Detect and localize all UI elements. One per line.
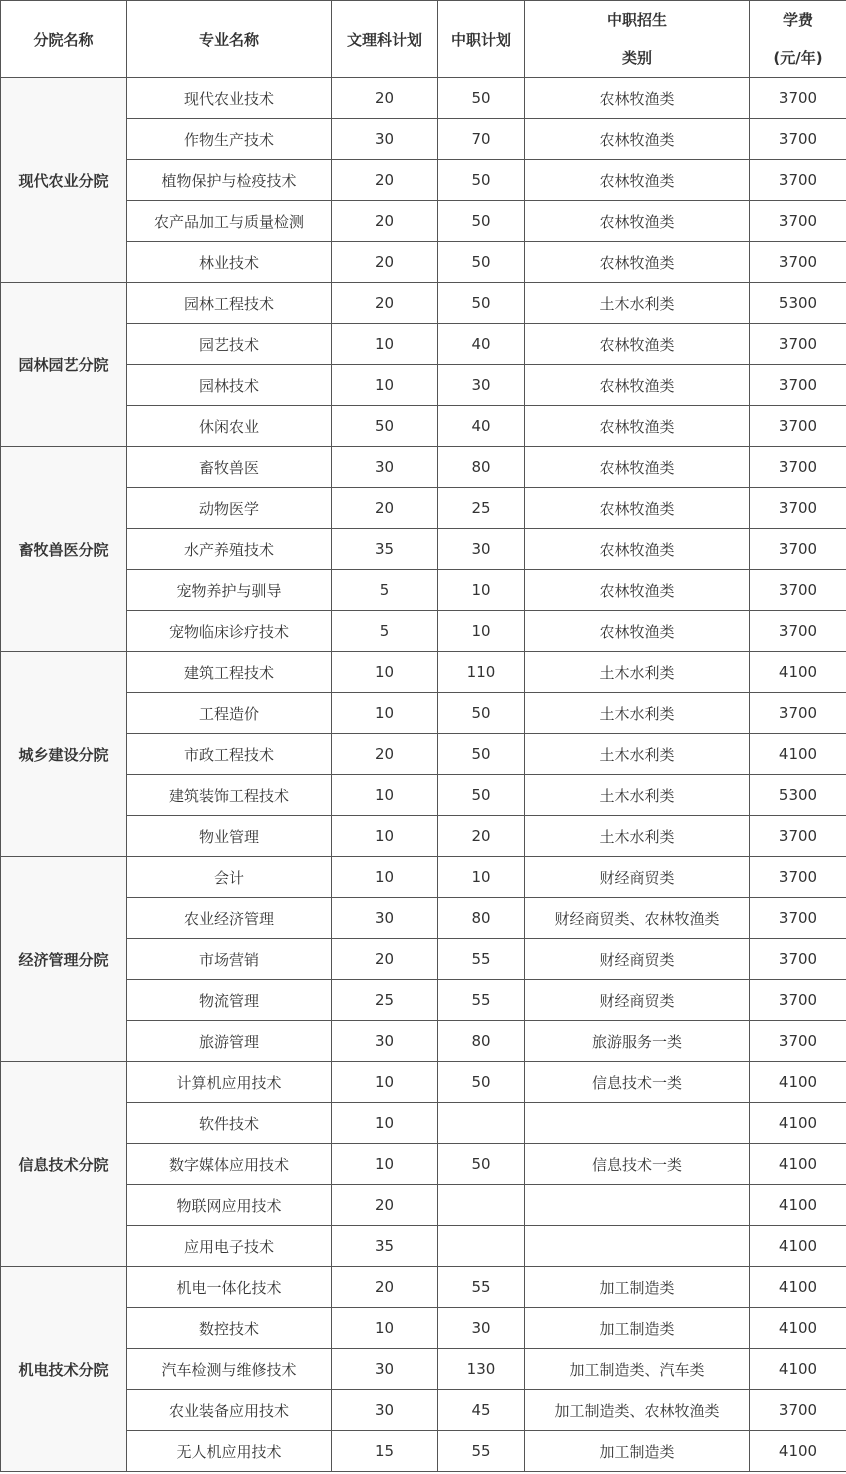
table-row <box>1 652 846 693</box>
major-name-cell: 应用电子技术 <box>127 1226 332 1267</box>
vocational-plan-cell: 50 <box>438 734 525 775</box>
major-name-cell: 水产养殖技术 <box>127 529 332 570</box>
vocational-plan-cell: 55 <box>438 1267 525 1308</box>
major-name-cell: 物业管理 <box>127 816 332 857</box>
table-row <box>1 1021 846 1062</box>
vocational-plan-cell: 50 <box>438 283 525 324</box>
major-name-cell: 农产品加工与质量检测 <box>127 201 332 242</box>
vocational-plan-cell: 80 <box>438 447 525 488</box>
vocational-category-cell: 农林牧渔类 <box>525 406 750 447</box>
vocational-category-cell: 农林牧渔类 <box>525 365 750 406</box>
vocational-plan-cell: 55 <box>438 939 525 980</box>
arts-science-plan-cell: 30 <box>332 447 438 488</box>
vocational-plan-cell: 30 <box>438 365 525 406</box>
major-name-cell: 现代农业技术 <box>127 78 332 119</box>
arts-science-plan-cell: 20 <box>332 939 438 980</box>
major-name-cell: 软件技术 <box>127 1103 332 1144</box>
tuition-fee-cell: 3700 <box>750 693 846 734</box>
tuition-fee-cell: 3700 <box>750 406 846 447</box>
major-name-cell: 汽车检测与维修技术 <box>127 1349 332 1390</box>
tuition-fee-cell: 4100 <box>750 1103 846 1144</box>
vocational-plan-cell: 30 <box>438 1308 525 1349</box>
vocational-category-cell: 财经商贸类 <box>525 980 750 1021</box>
arts-science-plan-cell: 20 <box>332 1185 438 1226</box>
major-name-cell: 作物生产技术 <box>127 119 332 160</box>
arts-science-plan-cell: 30 <box>332 119 438 160</box>
tuition-fee-cell: 3700 <box>750 898 846 939</box>
vocational-plan-cell: 50 <box>438 160 525 201</box>
table-row <box>1 775 846 816</box>
vocational-plan-cell: 10 <box>438 570 525 611</box>
tuition-fee-cell: 3700 <box>750 447 846 488</box>
college-name-cell: 现代农业分院 <box>1 78 127 283</box>
header-fee-line1: 学费 <box>782 11 813 29</box>
vocational-plan-cell: 50 <box>438 201 525 242</box>
major-name-cell: 计算机应用技术 <box>127 1062 332 1103</box>
vocational-category-cell: 土木水利类 <box>525 693 750 734</box>
table-body <box>1 78 846 1472</box>
header-tuition <box>750 1 846 78</box>
arts-science-plan-cell: 15 <box>332 1431 438 1472</box>
vocational-category-cell: 加工制造类 <box>525 1431 750 1472</box>
vocational-category-cell <box>525 1103 750 1144</box>
tuition-fee-cell: 3700 <box>750 78 846 119</box>
table-row <box>1 406 846 447</box>
tuition-fee-cell: 3700 <box>750 160 846 201</box>
college-name-cell: 畜牧兽医分院 <box>1 447 127 652</box>
header-arts-science-plan: 文理科计划 <box>332 1 438 78</box>
major-name-cell: 工程造价 <box>127 693 332 734</box>
table-row <box>1 1431 846 1472</box>
table-row <box>1 1349 846 1390</box>
major-name-cell: 旅游管理 <box>127 1021 332 1062</box>
table-row <box>1 816 846 857</box>
vocational-plan-cell: 50 <box>438 1144 525 1185</box>
vocational-category-cell: 农林牧渔类 <box>525 529 750 570</box>
vocational-category-cell: 农林牧渔类 <box>525 160 750 201</box>
arts-science-plan-cell: 30 <box>332 1021 438 1062</box>
major-name-cell: 物流管理 <box>127 980 332 1021</box>
table-row <box>1 447 846 488</box>
tuition-fee-cell: 3700 <box>750 324 846 365</box>
tuition-fee-cell: 5300 <box>750 283 846 324</box>
arts-science-plan-cell: 10 <box>332 775 438 816</box>
table-row <box>1 1103 846 1144</box>
arts-science-plan-cell: 30 <box>332 1390 438 1431</box>
college-name-cell: 城乡建设分院 <box>1 652 127 857</box>
major-name-cell: 无人机应用技术 <box>127 1431 332 1472</box>
vocational-plan-cell: 80 <box>438 898 525 939</box>
vocational-plan-cell: 10 <box>438 611 525 652</box>
vocational-category-cell: 加工制造类 <box>525 1308 750 1349</box>
table-row <box>1 324 846 365</box>
arts-science-plan-cell: 10 <box>332 1062 438 1103</box>
vocational-category-cell: 财经商贸类 <box>525 857 750 898</box>
table-row <box>1 160 846 201</box>
tuition-fee-cell: 4100 <box>750 1308 846 1349</box>
tuition-fee-cell: 3700 <box>750 857 846 898</box>
vocational-category-cell: 农林牧渔类 <box>525 611 750 652</box>
vocational-category-cell: 土木水利类 <box>525 734 750 775</box>
arts-science-plan-cell: 10 <box>332 816 438 857</box>
tuition-fee-cell: 4100 <box>750 1226 846 1267</box>
vocational-category-cell: 旅游服务一类 <box>525 1021 750 1062</box>
tuition-fee-cell: 4100 <box>750 1185 846 1226</box>
tuition-fee-cell: 3700 <box>750 611 846 652</box>
tuition-fee-cell: 3700 <box>750 1021 846 1062</box>
tuition-fee-cell: 3700 <box>750 365 846 406</box>
tuition-fee-cell: 4100 <box>750 1349 846 1390</box>
vocational-category-cell: 加工制造类 <box>525 1267 750 1308</box>
vocational-plan-cell: 110 <box>438 652 525 693</box>
vocational-category-cell: 信息技术一类 <box>525 1062 750 1103</box>
vocational-category-cell: 农林牧渔类 <box>525 324 750 365</box>
arts-science-plan-cell: 20 <box>332 1267 438 1308</box>
major-name-cell: 市政工程技术 <box>127 734 332 775</box>
arts-science-plan-cell: 20 <box>332 283 438 324</box>
arts-science-plan-cell: 35 <box>332 529 438 570</box>
table-row <box>1 939 846 980</box>
table-row <box>1 1062 846 1103</box>
vocational-plan-cell: 40 <box>438 406 525 447</box>
vocational-category-cell: 农林牧渔类 <box>525 447 750 488</box>
vocational-category-cell: 信息技术一类 <box>525 1144 750 1185</box>
vocational-plan-cell <box>438 1226 525 1267</box>
vocational-category-cell: 农林牧渔类 <box>525 488 750 529</box>
vocational-plan-cell: 50 <box>438 242 525 283</box>
table-row <box>1 693 846 734</box>
arts-science-plan-cell: 35 <box>332 1226 438 1267</box>
table-row <box>1 283 846 324</box>
major-name-cell: 机电一体化技术 <box>127 1267 332 1308</box>
vocational-plan-cell: 30 <box>438 529 525 570</box>
vocational-plan-cell: 55 <box>438 980 525 1021</box>
vocational-plan-cell <box>438 1103 525 1144</box>
vocational-category-cell: 农林牧渔类 <box>525 242 750 283</box>
vocational-plan-cell: 50 <box>438 1062 525 1103</box>
table-row <box>1 734 846 775</box>
arts-science-plan-cell: 20 <box>332 488 438 529</box>
table-row <box>1 529 846 570</box>
arts-science-plan-cell: 20 <box>332 160 438 201</box>
arts-science-plan-cell: 30 <box>332 1349 438 1390</box>
major-name-cell: 宠物临床诊疗技术 <box>127 611 332 652</box>
vocational-category-cell <box>525 1185 750 1226</box>
vocational-category-cell: 农林牧渔类 <box>525 570 750 611</box>
header-category-line1: 中职招生 <box>606 11 667 29</box>
vocational-category-cell <box>525 1226 750 1267</box>
tuition-fee-cell: 3700 <box>750 570 846 611</box>
tuition-fee-cell: 3700 <box>750 816 846 857</box>
major-name-cell: 园林技术 <box>127 365 332 406</box>
table-row <box>1 1185 846 1226</box>
table-row <box>1 242 846 283</box>
tuition-fee-cell: 4100 <box>750 1144 846 1185</box>
table-row <box>1 898 846 939</box>
major-name-cell: 数控技术 <box>127 1308 332 1349</box>
vocational-category-cell: 农林牧渔类 <box>525 78 750 119</box>
arts-science-plan-cell: 20 <box>332 201 438 242</box>
vocational-plan-cell: 50 <box>438 78 525 119</box>
arts-science-plan-cell: 10 <box>332 693 438 734</box>
arts-science-plan-cell: 10 <box>332 1144 438 1185</box>
header-major: 专业名称 <box>127 1 332 78</box>
table-row <box>1 1144 846 1185</box>
arts-science-plan-cell: 5 <box>332 570 438 611</box>
arts-science-plan-cell: 10 <box>332 857 438 898</box>
table-row <box>1 119 846 160</box>
vocational-plan-cell <box>438 1185 525 1226</box>
major-name-cell: 数字媒体应用技术 <box>127 1144 332 1185</box>
major-name-cell: 会计 <box>127 857 332 898</box>
table-row <box>1 980 846 1021</box>
vocational-plan-cell: 130 <box>438 1349 525 1390</box>
vocational-plan-cell: 80 <box>438 1021 525 1062</box>
vocational-plan-cell: 50 <box>438 693 525 734</box>
major-name-cell: 宠物养护与驯导 <box>127 570 332 611</box>
arts-science-plan-cell: 30 <box>332 898 438 939</box>
vocational-category-cell: 土木水利类 <box>525 816 750 857</box>
vocational-category-cell: 加工制造类、农林牧渔类 <box>525 1390 750 1431</box>
vocational-plan-cell: 40 <box>438 324 525 365</box>
vocational-plan-cell: 70 <box>438 119 525 160</box>
header-vocational-plan: 中职计划 <box>438 1 525 78</box>
table-row <box>1 365 846 406</box>
tuition-fee-cell: 5300 <box>750 775 846 816</box>
major-name-cell: 农业装备应用技术 <box>127 1390 332 1431</box>
major-name-cell: 物联网应用技术 <box>127 1185 332 1226</box>
tuition-fee-cell: 3700 <box>750 242 846 283</box>
tuition-fee-cell: 3700 <box>750 980 846 1021</box>
vocational-category-cell: 土木水利类 <box>525 652 750 693</box>
tuition-fee-cell: 4100 <box>750 1267 846 1308</box>
vocational-category-cell: 农林牧渔类 <box>525 201 750 242</box>
tuition-fee-cell: 3700 <box>750 201 846 242</box>
vocational-category-cell: 财经商贸类、农林牧渔类 <box>525 898 750 939</box>
college-name-cell: 信息技术分院 <box>1 1062 127 1267</box>
tuition-fee-cell: 3700 <box>750 1390 846 1431</box>
table-row <box>1 611 846 652</box>
tuition-fee-cell: 3700 <box>750 939 846 980</box>
table-row <box>1 1267 846 1308</box>
vocational-category-cell: 土木水利类 <box>525 283 750 324</box>
arts-science-plan-cell: 10 <box>332 652 438 693</box>
major-name-cell: 园艺技术 <box>127 324 332 365</box>
table-row <box>1 857 846 898</box>
college-name-cell: 园林园艺分院 <box>1 283 127 447</box>
major-name-cell: 植物保护与检疫技术 <box>127 160 332 201</box>
table-row <box>1 1308 846 1349</box>
arts-science-plan-cell: 10 <box>332 1103 438 1144</box>
tuition-fee-cell: 4100 <box>750 1062 846 1103</box>
vocational-category-cell: 土木水利类 <box>525 775 750 816</box>
college-name-cell: 经济管理分院 <box>1 857 127 1062</box>
vocational-plan-cell: 10 <box>438 857 525 898</box>
table-row <box>1 78 846 119</box>
table-row <box>1 570 846 611</box>
vocational-plan-cell: 20 <box>438 816 525 857</box>
vocational-category-cell: 农林牧渔类 <box>525 119 750 160</box>
arts-science-plan-cell: 5 <box>332 611 438 652</box>
vocational-plan-cell: 50 <box>438 775 525 816</box>
table-row <box>1 488 846 529</box>
vocational-plan-cell: 25 <box>438 488 525 529</box>
vocational-plan-cell: 55 <box>438 1431 525 1472</box>
tuition-fee-cell: 4100 <box>750 652 846 693</box>
major-name-cell: 农业经济管理 <box>127 898 332 939</box>
arts-science-plan-cell: 20 <box>332 734 438 775</box>
tuition-fee-cell: 3700 <box>750 119 846 160</box>
arts-science-plan-cell: 20 <box>332 242 438 283</box>
major-name-cell: 建筑装饰工程技术 <box>127 775 332 816</box>
vocational-plan-cell: 45 <box>438 1390 525 1431</box>
arts-science-plan-cell: 25 <box>332 980 438 1021</box>
header-category-line2: 类别 <box>621 49 652 67</box>
major-name-cell: 市场营销 <box>127 939 332 980</box>
tuition-fee-cell: 3700 <box>750 529 846 570</box>
header-vocational-category <box>525 1 750 78</box>
major-name-cell: 动物医学 <box>127 488 332 529</box>
table-row <box>1 201 846 242</box>
header-row <box>1 1 846 78</box>
header-fee-line2: (元/年) <box>773 49 823 67</box>
arts-science-plan-cell: 10 <box>332 365 438 406</box>
table-row <box>1 1226 846 1267</box>
college-name-cell: 机电技术分院 <box>1 1267 127 1472</box>
table-row <box>1 1390 846 1431</box>
vocational-category-cell: 财经商贸类 <box>525 939 750 980</box>
header-college: 分院名称 <box>1 1 127 78</box>
arts-science-plan-cell: 50 <box>332 406 438 447</box>
vocational-category-cell: 加工制造类、汽车类 <box>525 1349 750 1390</box>
major-name-cell: 畜牧兽医 <box>127 447 332 488</box>
major-name-cell: 林业技术 <box>127 242 332 283</box>
arts-science-plan-cell: 10 <box>332 1308 438 1349</box>
tuition-fee-cell: 3700 <box>750 488 846 529</box>
major-name-cell: 园林工程技术 <box>127 283 332 324</box>
major-name-cell: 休闲农业 <box>127 406 332 447</box>
arts-science-plan-cell: 20 <box>332 78 438 119</box>
tuition-fee-cell: 4100 <box>750 1431 846 1472</box>
tuition-fee-cell: 4100 <box>750 734 846 775</box>
major-name-cell: 建筑工程技术 <box>127 652 332 693</box>
arts-science-plan-cell: 10 <box>332 324 438 365</box>
